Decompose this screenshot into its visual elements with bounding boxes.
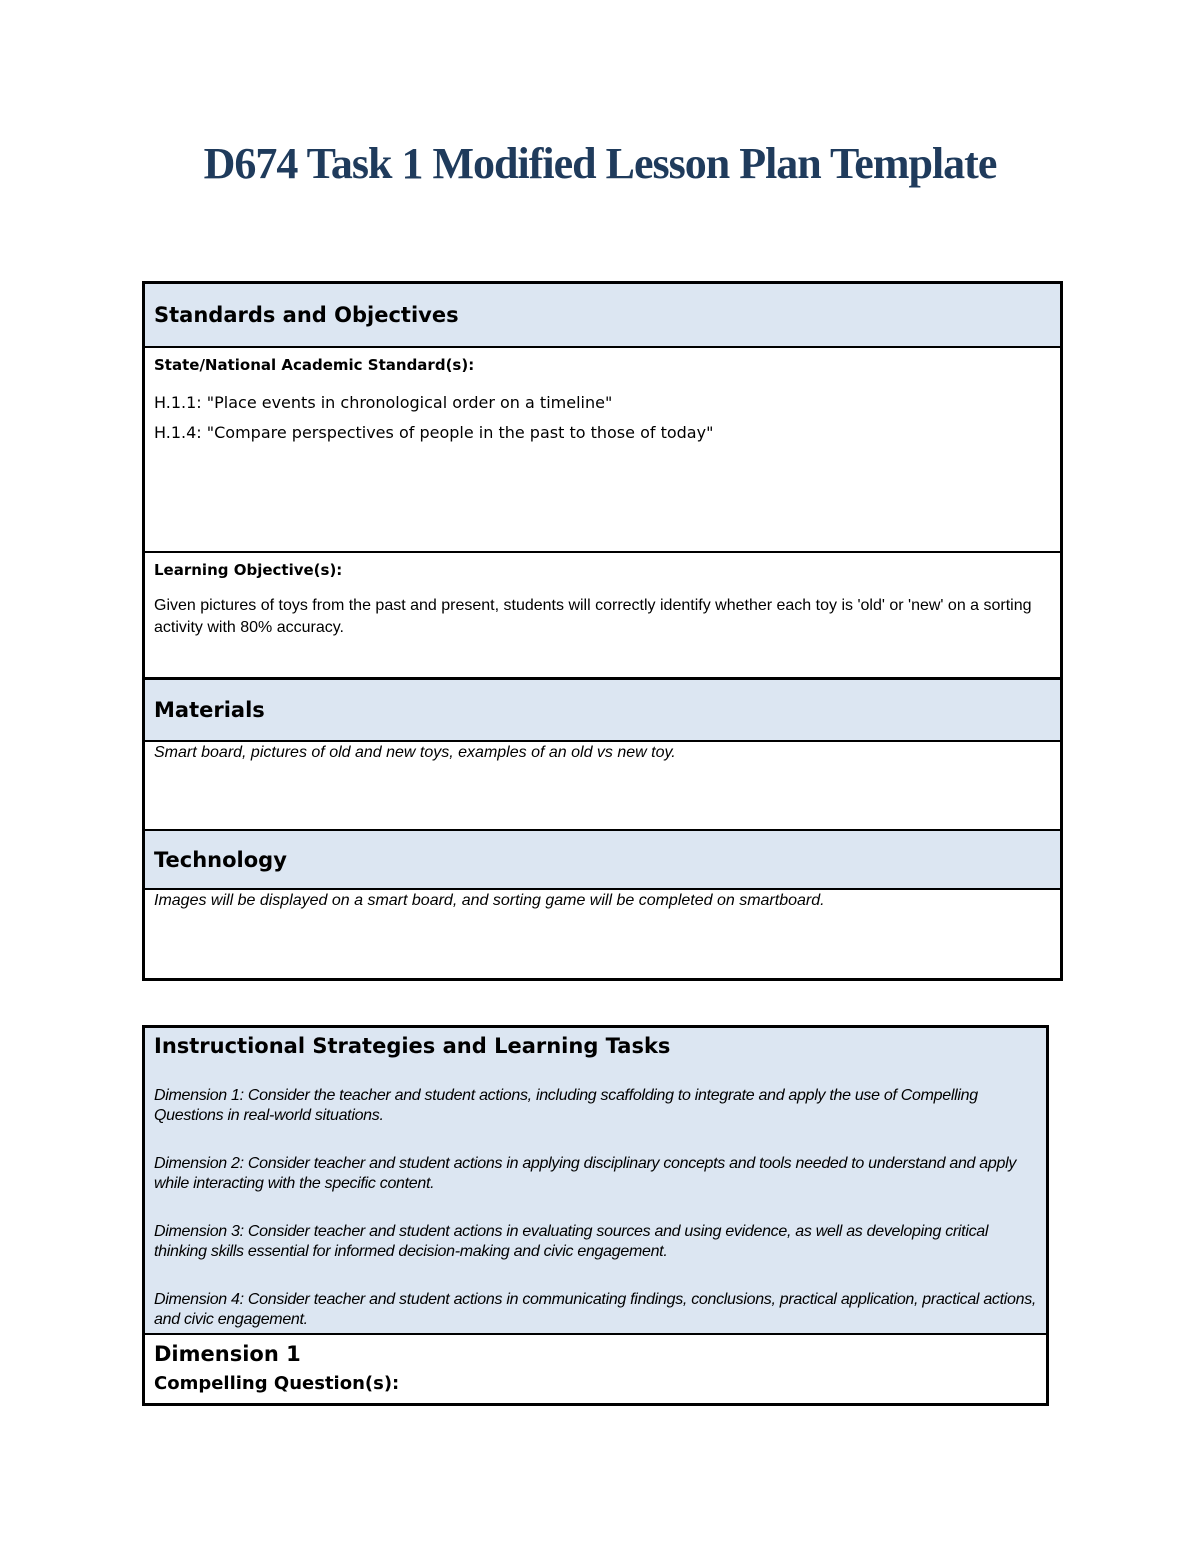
page-title: D674 Task 1 Modified Lesson Plan Template xyxy=(203,139,997,188)
materials-text: Smart board, pictures of old and new toys, examples of an old vs new toy. xyxy=(154,744,676,761)
technology-text: Images will be displayed on a smart board, and sorting game will be completed on smartboard. xyxy=(154,892,825,909)
dimension-1-title: Dimension 1 xyxy=(154,1342,301,1366)
standard-item: H.1.1: "Place events in chronological order on a timeline" xyxy=(154,393,613,412)
standards-header xyxy=(145,284,1060,348)
objectives-cell[interactable] xyxy=(145,553,1060,679)
dimension-description: Dimension 4: Consider teacher and student actions in communicating findings, conclusions, practical application, practical actions, and civic engagement. xyxy=(154,1291,1037,1328)
dimension-description: Dimension 3: Consider teacher and student actions in evaluating sources and using evidence, as well as developing critical thinking skills essential for informed decision-making and civic engagement. xyxy=(154,1223,989,1260)
standard-item: H.1.4: "Compare perspectives of people in the past to those of today" xyxy=(154,423,714,442)
materials-cell[interactable] xyxy=(145,742,1060,831)
materials-header xyxy=(145,679,1060,742)
lesson-plan-table xyxy=(142,281,1063,981)
learning-objectives-label: Learning Objective(s): xyxy=(154,561,343,579)
dimension-1-cell[interactable] xyxy=(145,1335,1046,1403)
state-standards-label: State/National Academic Standard(s): xyxy=(154,356,475,374)
technology-heading: Technology xyxy=(154,847,287,872)
materials-heading: Materials xyxy=(154,698,265,722)
technology-cell[interactable] xyxy=(145,890,1060,978)
instructional-header-cell xyxy=(145,1028,1046,1335)
learning-objective-text: Given pictures of toys from the past and present, students will correctly identify whether each toy is 'old' or 'new' on a sorting activity with 80% accuracy. xyxy=(154,597,1032,636)
compelling-question-label: Compelling Question(s): xyxy=(154,1373,400,1394)
standards-heading: Standards and Objectives xyxy=(154,303,459,327)
standards-cell[interactable] xyxy=(145,348,1060,553)
technology-header xyxy=(145,831,1060,890)
instructional-heading: Instructional Strategies and Learning Tasks xyxy=(154,1034,671,1058)
dimension-description: Dimension 2: Consider teacher and student actions in applying disciplinary concepts and tools needed to understand and apply while interacting with the specific content. xyxy=(154,1155,1017,1192)
instructional-table xyxy=(142,1025,1049,1406)
dimension-description: Dimension 1: Consider the teacher and student actions, including scaffolding to integrate and apply the use of Compelling Questions in real-world situations. xyxy=(154,1087,978,1124)
